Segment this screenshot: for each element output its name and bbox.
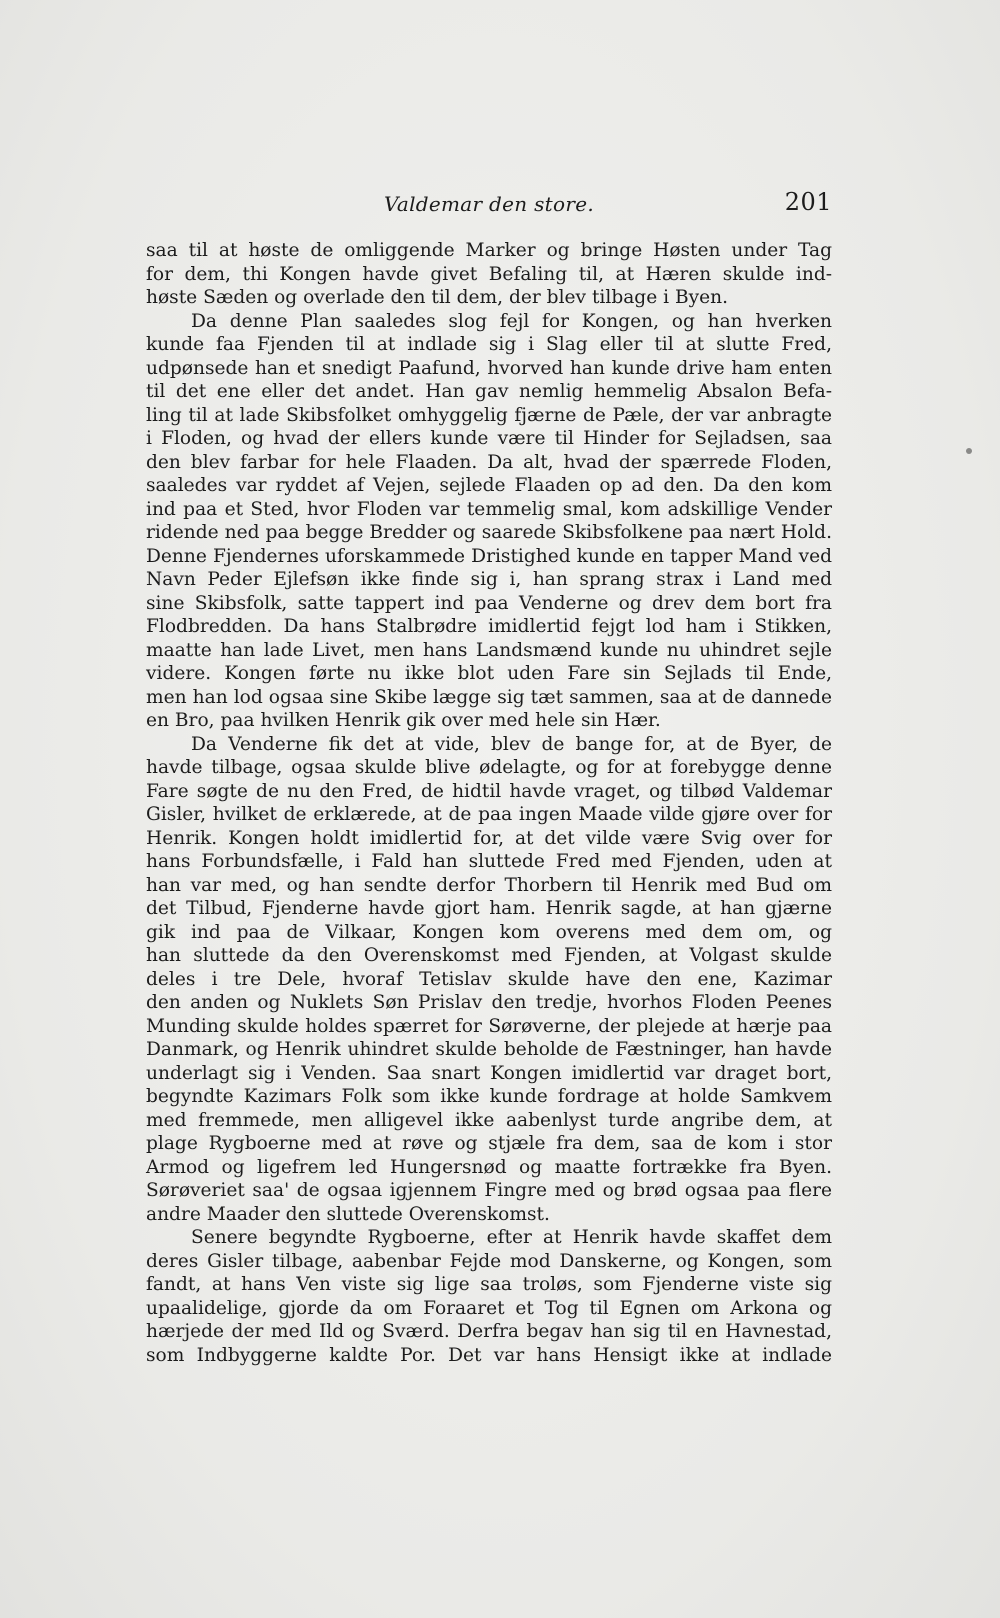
text-line: saaledes var ryddet af Vejen, sejlede Flaaden op ad den. Da den kom [146,475,832,496]
text-line: Da Venderne fik det at vide, blev de bange for, at de Byer, de [191,733,832,755]
text-line: Gisler, hvilket de erklærede, at de paa ingen Maade vilde gjøre over for [146,804,832,825]
text-line: kunde faa Fjenden til at indlade sig i Slag eller til at slutte Fred, [146,334,832,355]
text-line: Flodbredden. Da hans Stalbrødre imidlertid fejgt lod ham i Stikken, [146,616,832,637]
text-line: begyndte Kazimars Folk som ikke kunde fordrage at holde Samkvem [146,1086,832,1107]
text-line: ridende ned paa begge Bredder og saarede Skibsfolkene paa nært Hold. [146,522,832,543]
text-line: den anden og Nuklets Søn Prislav den tredje, hvorhos Floden Peenes [146,992,832,1013]
text-line: hærjede der med Ild og Sværd. Derfra begav han sig til en Havnestad, [146,1321,832,1342]
text-line: som Indbyggerne kaldte Por. Det var hans Hensigt ikke at indlade [146,1344,832,1366]
text-line: han sluttede da den Overenskomst med Fjenden, at Volgast skulde [146,945,832,966]
text-line: til det ene eller det andet. Han gav nemlig hemmelig Absalon Befa- [146,381,832,402]
page-header [146,188,832,224]
text-line: plage Rygboerne med at røve og stjæle fra dem, saa de kom i stor [146,1133,832,1154]
text-line: han var med, og han sendte derfor Thorbern til Henrik med Bud om [146,874,832,896]
text-line: en Bro, paa hvilken Henrik gik over med hele sin Hær. [146,710,661,731]
running-title: Valdemar den store. [383,192,595,216]
text-line: andre Maader den sluttede Overenskomst. [146,1203,550,1225]
text-line: udpønsede han et snedigt Paafund, hvorved han kunde drive ham enten [146,357,832,379]
text-line: sine Skibsfolk, satte tappert ind paa Venderne og drev dem bort fra [146,592,832,614]
text-line: saa til at høste de omliggende Marker og bringe Høsten under Tag [146,240,832,261]
paper-speck [966,448,972,454]
text-line: videre. Kongen førte nu ikke blot uden Fare sin Sejlads til Ende, [146,663,832,684]
text-line: deres Gisler tilbage, aabenbar Fejde mod Danskerne, og Kongen, som [146,1250,832,1272]
text-line: for dem, thi Kongen havde givet Befaling til, at Hæren skulde ind- [146,263,832,285]
text-line: høste Sæden og overlade den til dem, der blev tilbage i Byen. [146,287,729,308]
text-line: Fare søgte de nu den Fred, de hidtil havde vraget, og tilbød Valdemar [146,780,832,802]
text-line: hans Forbundsfælle, i Fald han sluttede Fred med Fjenden, uden at [146,851,832,872]
text-line: gik ind paa de Vilkaar, Kongen kom overens med dem om, og [146,921,832,943]
text-line: maatte han lade Livet, men hans Landsmænd kunde nu uhindret sejle [146,639,832,661]
text-line: fandt, at hans Ven viste sig lige saa troløs, som Fjenderne viste sig [146,1274,832,1295]
text-line: Da denne Plan saaledes slog fejl for Kongen, og han hverken [191,310,832,332]
text-line: med fremmede, men alligevel ikke aabenlyst turde angribe dem, at [146,1109,832,1131]
text-line: Sørøveriet saa' de ogsaa igjennem Fingre med og brød ogsaa paa flere [146,1180,832,1201]
text-line: upaalidelige, gjorde da om Foraaret et Tog til Egnen om Arkona og [146,1297,832,1319]
text-line: Denne Fjendernes uforskammede Dristighed kunde en tapper Mand ved [146,545,832,567]
text-line: den blev farbar for hele Flaaden. Da alt, hvad der spærrede Floden, [146,451,832,473]
body-text [146,239,832,1367]
text-line: havde tilbage, ogsaa skulde blive ødelagte, og for at forebygge denne [146,757,832,778]
text-line: men han lod ogsaa sine Skibe lægge sig tæt sammen, saa at de dannede [146,686,832,708]
text-line: Henrik. Kongen holdt imidlertid for, at det vilde være Svig over for [146,827,832,849]
text-line: ind paa et Sted, hvor Floden var temmelig smal, kom adskillige Vender [146,498,832,520]
text-line: Danmark, og Henrik uhindret skulde beholde de Fæstninger, han havde [146,1039,832,1060]
text-line: i Floden, og hvad der ellers kunde være til Hinder for Sejladsen, saa [146,428,832,449]
text-line: deles i tre Dele, hvoraf Tetislav skulde have den ene, Kazimar [146,968,832,990]
text-line: det Tilbud, Fjenderne havde gjort ham. Henrik sagde, at han gjærne [146,898,832,919]
text-line: Munding skulde holdes spærret for Sørøverne, der plejede at hærje paa [146,1015,832,1037]
page-number: 201 [784,188,832,216]
text-line: Navn Peder Ejlefsøn ikke finde sig i, han sprang strax i Land med [146,569,832,590]
text-line: Senere begyndte Rygboerne, efter at Henrik havde skaffet dem [191,1227,832,1248]
text-line: ling til at lade Skibsfolket omhyggelig fjærne de Pæle, der var anbragte [146,404,832,426]
text-line: underlagt sig i Venden. Saa snart Kongen imidlertid var draget bort, [146,1062,832,1084]
text-line: Armod og ligefrem led Hungersnød og maatte fortrække fra Byen. [146,1156,832,1178]
